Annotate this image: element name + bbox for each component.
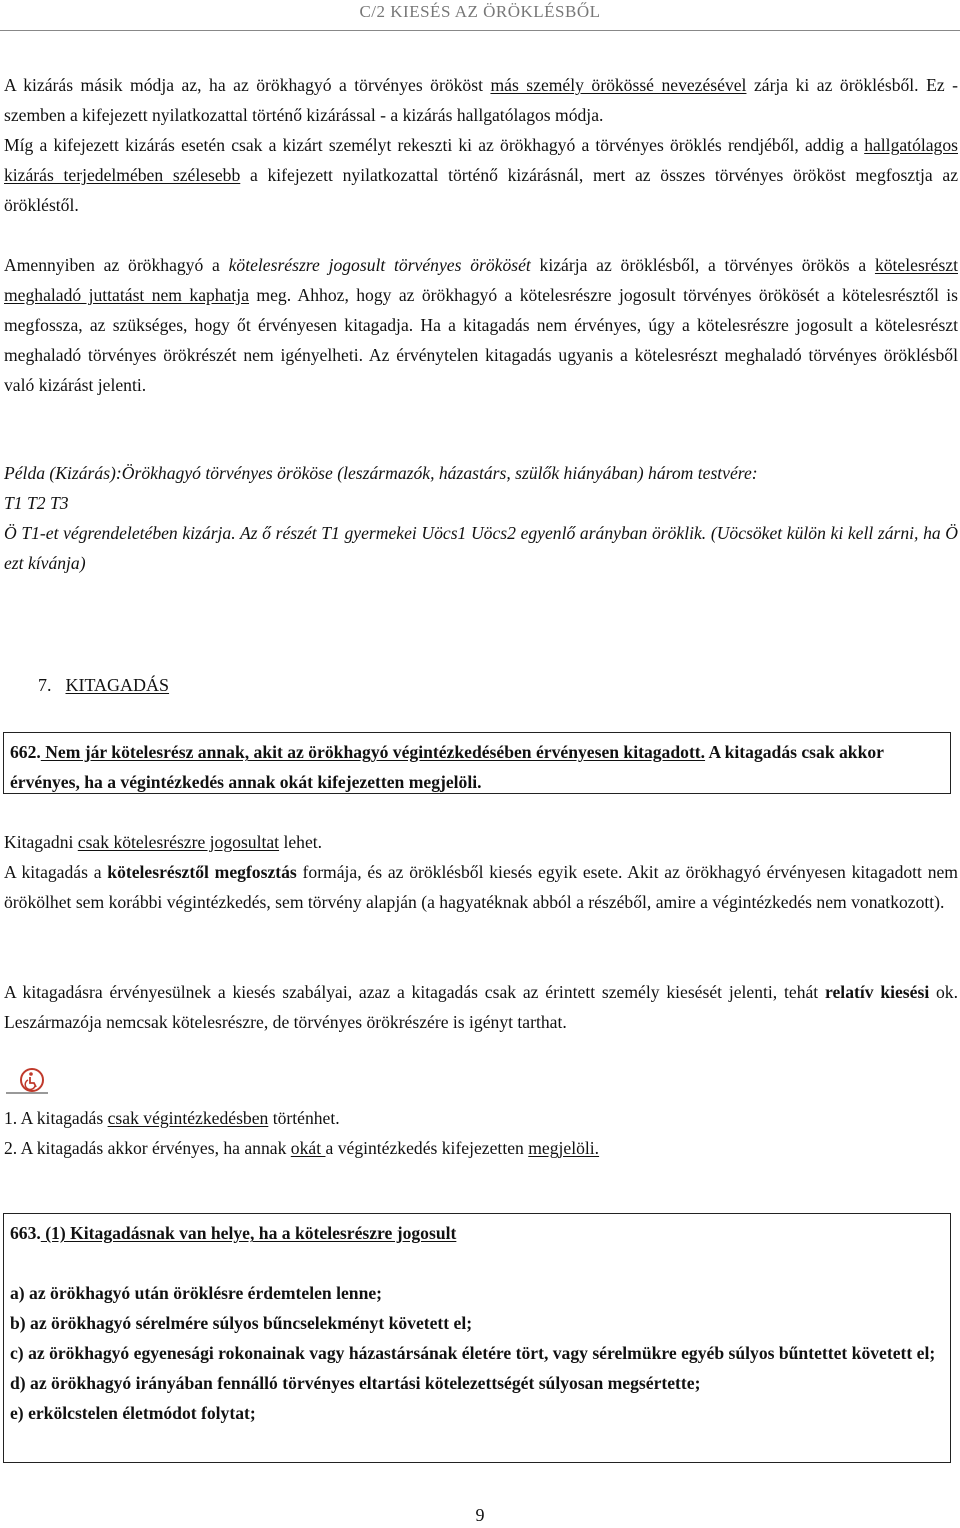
statute-item-a: a) az örökhagyó után öröklésre érdemtelen lenne; <box>10 1283 383 1303</box>
requirements-list <box>4 1103 958 1163</box>
underlined-text: csak végintézkedésben <box>107 1108 269 1128</box>
text: Míg a kifejezett kizárás esetén csak a kizárt személyt rekeszti ki az örökhagyó a törvényes öröklés rendjéből, addig a <box>4 135 865 155</box>
example-line-2: T1 T2 T3 <box>4 493 69 513</box>
bold-text: relatív kiesési <box>825 982 930 1002</box>
text: a végintézkedés kifejezetten <box>325 1138 529 1158</box>
header-title: C/2 KIESÉS AZ ÖRÖKLÉSBŐL <box>359 2 601 21</box>
statute-item-c: c) az örökhagyó egyenesági rokonainak vagy házastársának életére tört, vagy sérelmükre egyéb súlyos bűntettet követett el; <box>10 1343 936 1363</box>
page-number: 9 <box>475 1505 485 1525</box>
italic-text: kötelesrészre jogosult törvényes örökösét <box>228 255 531 275</box>
underlined-text: okát <box>290 1138 326 1158</box>
text: Amennyiben az örökhagyó a <box>4 255 229 275</box>
bold-text: kötelesrésztől megfosztás <box>107 862 297 882</box>
text: A kitagadás csak akkor érvényes, ha a végintézkedés annak okát kifejezetten megjelöli. <box>10 742 884 792</box>
attention-icon <box>4 1067 50 1097</box>
text: ok. Leszármazója nemcsak kötelesrészre, de törvényes örökrészére is igényt tarthat. <box>4 982 958 1032</box>
list-item <box>4 1103 958 1133</box>
example-block <box>4 458 958 578</box>
paragraph-compulsory-share <box>4 250 958 400</box>
text: Kitagadni <box>4 832 78 852</box>
underlined-text: (1) Kitagadásnak van helye, ha a kötelesrészre jogosult <box>40 1223 457 1243</box>
underlined-text: kötelesrészt meghaladó juttatást nem kaphatja <box>4 255 958 305</box>
underlined-text: megjelöli. <box>528 1138 600 1158</box>
statute-box-663 <box>3 1213 951 1463</box>
text: A kitagadás a <box>4 862 108 882</box>
statute-number: 663. <box>10 1223 41 1243</box>
text: formája, és az öröklésből kiesés egyik esete. Akit az örökhagyó érvényesen kitagadott nem örökölhet sem korábbi végintézkedés, sem törvény alapján (a hagyatéknak abból a részéből, amire a végintézkedés nem vonatkozott). <box>4 862 958 912</box>
section-title: KITAGADÁS <box>65 675 170 695</box>
example-line-1: Példa (Kizárás):Örökhagyó törvényes örököse (leszármazók, házastárs, szülők hiányában) három testvére: <box>4 463 758 483</box>
underlined-text: más személy örökössé nevezésével <box>490 75 747 95</box>
text: a kifejezett nyilatkozattal történő kizárásnál, mert az összes törvényes örököst megfosztja az örökléstől. <box>4 165 959 215</box>
statute-item-e: e) erkölcstelen életmódot folytat; <box>10 1403 256 1423</box>
underlined-text: Nem jár kötelesrész annak, akit az örökhagyó végintézkedésében érvényesen kitagadott. <box>40 742 706 762</box>
statute-box-662 <box>3 732 951 794</box>
text: lehet. <box>279 832 323 852</box>
section-number: 7. <box>38 675 52 695</box>
underlined-text: csak kötelesrészre jogosultat <box>77 832 280 852</box>
text: kizárja az öröklésből, a törvényes örökös a <box>530 255 875 275</box>
text: történhet. <box>268 1108 340 1128</box>
text: 2. A kitagadás akkor érvényes, ha annak <box>4 1138 291 1158</box>
statute-number: 662. <box>10 742 41 762</box>
example-line-3: Ö T1-et végrendeletében kizárja. Az ő részét T1 gyermekei Uöcs1 Uöcs2 egyenlő arányban öröklik. (Uöcsöket külön ki kell zárni, ha Ö ezt kívánja) <box>4 523 958 573</box>
text: meg. Ahhoz, hogy az örökhagyó a kötelesrészre jogosult törvényes örökösét a kötelesrésztől is megfossza, az szükséges, hogy őt érvényesen kitagadja. Ha a kitagadás nem érvényes, úgy a kötelesrészre jogosult a kötelesrészt meghaladó törvényes örökrészét nem igényelheti. Az érvénytelen kitagadás ugyanis a kötelesrészt meghaladó törvényes öröklésből való kizárást jelenti. <box>4 285 958 395</box>
statute-item-b: b) az örökhagyó sérelmére súlyos bűncselekményt követett el; <box>10 1313 473 1333</box>
paragraph-relative-exclusion <box>4 977 958 1037</box>
statute-item-d: d) az örökhagyó irányában fennálló törvényes eltartási kötelezettségét súlyosan megsértette; <box>10 1373 701 1393</box>
running-header <box>0 0 960 31</box>
list-item <box>4 1133 958 1163</box>
underlined-text: hallgatólagos kizárás terjedelmében szélesebb <box>4 135 958 185</box>
text: A kitagadásra érvényesülnek a kiesés szabályai, azaz a kitagadás csak az érintett személy kiesését jelenti, tehát <box>4 982 825 1002</box>
paragraph-implicit-exclusion <box>4 70 958 220</box>
text: 1. A kitagadás <box>4 1108 108 1128</box>
text: zárja ki az öröklésből. Ez - szemben a kifejezett nyilatkozattal történő kizárással - a kizárás hallgatólagos módja. <box>4 75 958 125</box>
paragraph-disinheritance <box>4 827 958 917</box>
text: A kizárás másik módja az, ha az örökhagyó a törvényes örököst <box>4 75 491 95</box>
section-heading <box>38 670 169 700</box>
